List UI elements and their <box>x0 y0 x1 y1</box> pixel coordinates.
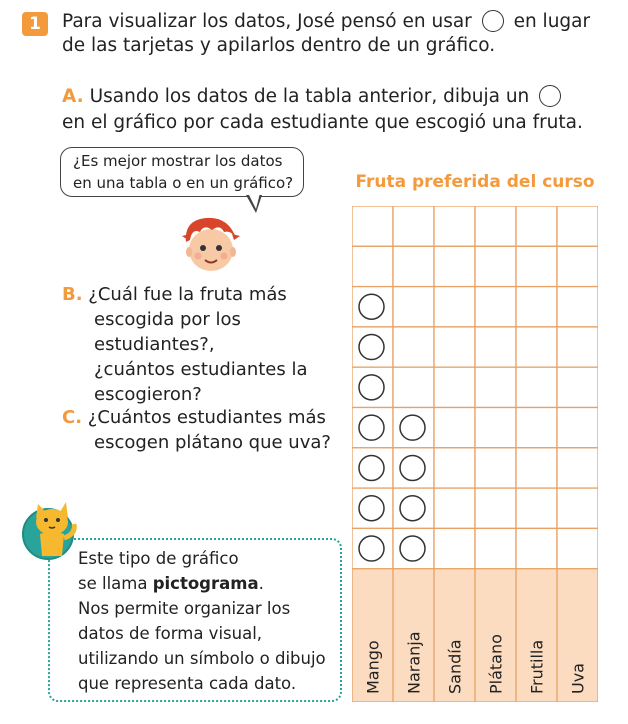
part-b-line-2: escogida por los estudiantes?, <box>94 309 241 355</box>
info-line-1: Este tipo de gráfico <box>78 549 239 568</box>
part-c-letter: C. <box>62 407 83 428</box>
grid-cell[interactable] <box>516 367 557 407</box>
grid-cell[interactable] <box>557 287 598 327</box>
part-b-line-4: escogieron? <box>94 384 202 405</box>
category-label-uva: Uva <box>568 663 588 694</box>
pictogram-circle-mango <box>359 415 384 440</box>
grid-cell[interactable] <box>557 448 598 488</box>
grid-cell[interactable] <box>352 206 393 246</box>
grid-cell[interactable] <box>557 408 598 448</box>
grid-cell[interactable] <box>352 246 393 286</box>
speech-bubble <box>60 147 304 197</box>
part-b-line-3: ¿cuántos estudiantes la <box>94 359 308 380</box>
grid-cell[interactable] <box>516 246 557 286</box>
grid-cell[interactable] <box>393 327 434 367</box>
info-line-5: utilizando un símbolo o dibujo <box>78 649 326 668</box>
circle-symbol-icon <box>482 10 504 32</box>
grid-cell[interactable] <box>434 488 475 528</box>
circle-symbol-icon <box>539 85 561 107</box>
category-label-mango: Mango <box>363 640 383 694</box>
category-label-plátano: Plátano <box>486 634 506 694</box>
grid-cell[interactable] <box>516 448 557 488</box>
grid-cell[interactable] <box>393 287 434 327</box>
speech-bubble-line-2: en una tabla o en un gráfico? <box>73 174 294 192</box>
grid-cell[interactable] <box>434 246 475 286</box>
grid-cell[interactable] <box>393 367 434 407</box>
grid-cell[interactable] <box>393 206 434 246</box>
pictogram-circle-naranja <box>400 415 425 440</box>
part-a-text-start: Usando los datos de la tabla anterior, dibuja un <box>89 86 530 107</box>
grid-cell[interactable] <box>475 327 516 367</box>
boy-face-illustration <box>176 212 246 274</box>
grid-cell[interactable] <box>434 528 475 568</box>
grid-cell[interactable] <box>557 528 598 568</box>
grid-cell[interactable] <box>475 488 516 528</box>
pictogram-circle-naranja <box>400 455 425 480</box>
grid-cell[interactable] <box>516 287 557 327</box>
grid-cell[interactable] <box>557 246 598 286</box>
speech-bubble-tail-fill <box>248 193 260 209</box>
part-b-question <box>62 282 342 407</box>
grid-cell[interactable] <box>475 528 516 568</box>
grid-cell[interactable] <box>516 327 557 367</box>
grid-cell[interactable] <box>434 287 475 327</box>
pictogram-circle-mango <box>359 335 384 360</box>
pictogram-circle-mango <box>359 496 384 521</box>
category-label-frutilla: Frutilla <box>527 639 547 694</box>
grid-cell[interactable] <box>557 327 598 367</box>
grid-cell[interactable] <box>557 488 598 528</box>
part-c-line-1: ¿Cuántos estudiantes más <box>87 407 326 428</box>
pictogram-circle-mango <box>359 455 384 480</box>
activity-number-badge: 1 <box>22 12 48 36</box>
grid-cell[interactable] <box>475 206 516 246</box>
grid-cell[interactable] <box>434 408 475 448</box>
pictogram-circle-naranja <box>400 536 425 561</box>
pictogram-circle-naranja <box>400 496 425 521</box>
grid-cell[interactable] <box>434 327 475 367</box>
part-a-instruction <box>62 84 592 136</box>
pictogram-chart[interactable] <box>352 206 598 702</box>
part-b-line-1: ¿Cuál fue la fruta más <box>88 284 287 305</box>
info-line-2-end: . <box>258 574 264 593</box>
part-a-text-end: en el gráfico por cada estudiante que escogió una fruta. <box>62 112 583 133</box>
grid-cell[interactable] <box>475 367 516 407</box>
intro-text-start: Para visualizar los datos, José pensó en usar <box>62 11 472 32</box>
intro-paragraph <box>62 10 612 58</box>
grid-cell[interactable] <box>475 287 516 327</box>
grid-cell[interactable] <box>393 246 434 286</box>
pictogram-circle-mango <box>359 536 384 561</box>
info-line-6: que representa cada dato. <box>78 674 297 693</box>
part-b-letter: B. <box>62 284 83 305</box>
grid-cell[interactable] <box>475 408 516 448</box>
grid-cell[interactable] <box>516 206 557 246</box>
grid-cell[interactable] <box>516 408 557 448</box>
grid-cell[interactable] <box>475 246 516 286</box>
part-c-line-2: escogen plátano que uva? <box>94 432 331 453</box>
pictogram-info-box <box>48 538 342 702</box>
chart-title: Fruta preferida del curso <box>355 172 595 192</box>
grid-cell[interactable] <box>434 448 475 488</box>
grid-cell[interactable] <box>516 528 557 568</box>
category-label-sandía: Sandía <box>445 639 465 694</box>
cat-mascot-icon <box>22 498 82 560</box>
pictogram-circle-mango <box>359 294 384 319</box>
part-a-letter: A. <box>62 86 84 107</box>
grid-cell[interactable] <box>557 206 598 246</box>
pictogram-circle-mango <box>359 375 384 400</box>
info-line-3: Nos permite organizar los <box>78 599 291 618</box>
info-line-2-start: se llama <box>78 574 153 593</box>
grid-cell[interactable] <box>557 367 598 407</box>
part-c-question <box>62 405 342 455</box>
intro-text-end: en lugar de las tarjetas y apilarlos dentro de un gráfico. <box>62 11 591 56</box>
info-line-2 <box>78 571 340 596</box>
grid-cell[interactable] <box>434 367 475 407</box>
info-keyword: pictograma <box>152 574 259 593</box>
grid-cell[interactable] <box>434 206 475 246</box>
speech-bubble-line-1: ¿Es mejor mostrar los datos <box>73 152 283 170</box>
grid-cell[interactable] <box>475 448 516 488</box>
info-line-4: datos de forma visual, <box>78 624 263 643</box>
grid-cell[interactable] <box>516 488 557 528</box>
category-label-naranja: Naranja <box>404 631 424 694</box>
